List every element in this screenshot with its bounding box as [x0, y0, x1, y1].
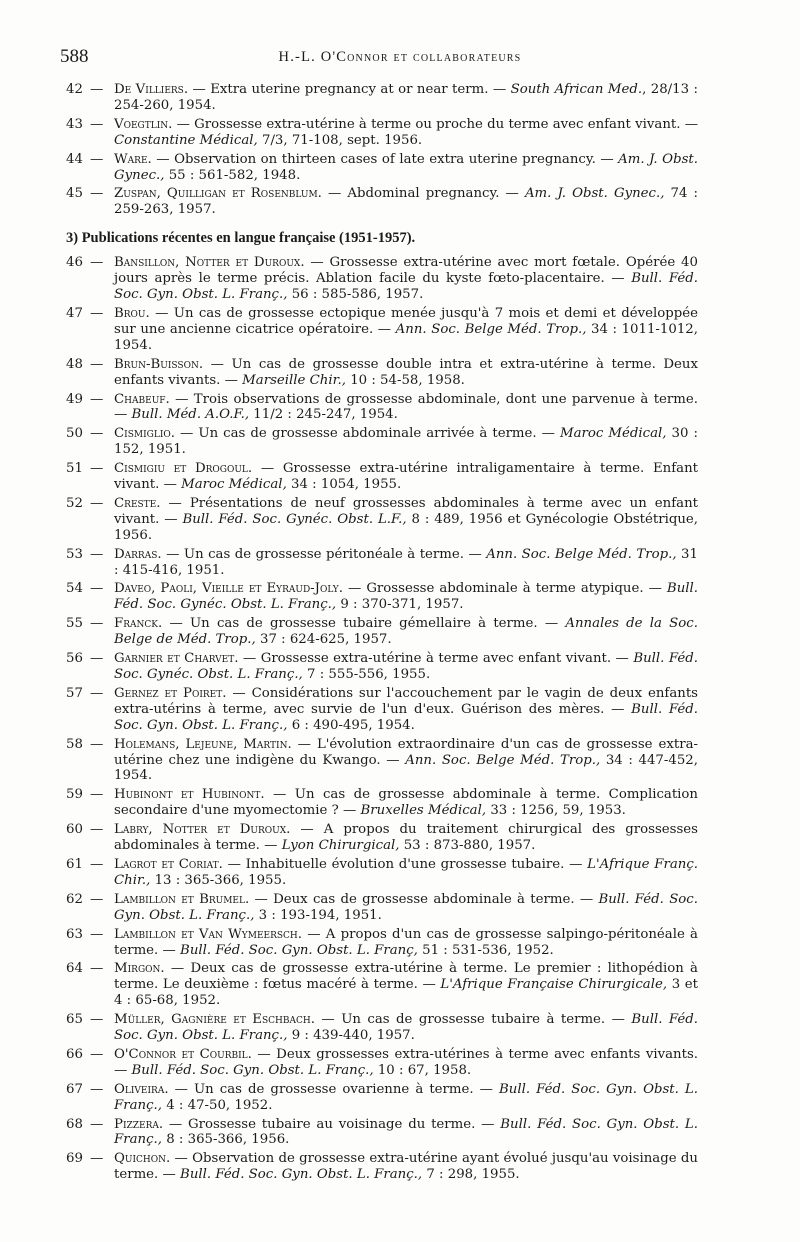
em-dash: — [90, 546, 104, 562]
reference-journal: Bull. Féd. Soc. Gyn. Obst. L. Franç., [114, 1012, 698, 1044]
reference-number: 48 [66, 356, 83, 372]
em-dash: — [90, 891, 104, 907]
reference-entry: 69 — Quichon. — Observation de grossesse extra-utérine ayant évolué jusqu'au voisinage du terme. — Bull. Féd. Soc. Gyn. Obst. L. Franç., 7 : 298, 1955. [66, 1151, 698, 1183]
reference-journal: Maroc Médical, [181, 477, 287, 493]
reference-authors: Lambillon et Brumel. [114, 891, 250, 907]
reference-title: Deux cas de grossesse extra-utérine à terme. Le premier : lithopédion à terme. Le deuxième : fœtus macéré à terme. [114, 961, 698, 993]
reference-authors: De Villiers. [114, 82, 189, 97]
em-dash: — [90, 651, 104, 667]
reference-details: 51 : 531-536, 1952. [417, 942, 554, 958]
reference-list [66, 82, 698, 1186]
reference-entry: 43 — Voegtlin. — Grossesse extra-utérine à terme ou proche du terme avec enfant vivant. — Constantine Médical, 7/3, 71-108, sept. 1956. [66, 116, 698, 148]
reference-details: 8 : 365-366, 1956. [161, 1132, 290, 1148]
reference-authors: Gernez et Poiret. [114, 685, 227, 701]
reference-title: Grossesse tubaire au voisinage du terme. [187, 1116, 476, 1132]
reference-authors: Cismigiu et Drogoul. [114, 461, 253, 477]
reference-journal: Bull. Féd. Soc. Gyn. Obst. L. Franç., [114, 1081, 698, 1113]
em-dash: — [90, 391, 104, 407]
reference-journal: L'Afrique Franç. Chir., [114, 856, 698, 888]
em-dash: — [90, 186, 104, 202]
reference-journal: Am. J. Obst. Gynec., [114, 151, 698, 183]
reference-journal: Bull. Féd. Soc. Gyn. Obst. L. Franç., [114, 1116, 698, 1148]
reference-title: Observation on thirteen cases of late extra uterine pregnancy. [174, 151, 596, 167]
reference-authors: O'Connor et Courbil. [114, 1046, 252, 1062]
reference-journal: Annales de la Soc. Belge de Méd. Trop., [114, 616, 698, 648]
reference-journal: Bull. Féd. Soc. Gynéc. Obst. L. Franç., [114, 581, 698, 613]
reference-journal: Marseille Chir., [242, 372, 346, 388]
reference-authors: Lambillon et Van Wymeersch. [114, 926, 302, 942]
reference-details: 10 : 54-58, 1958. [345, 372, 465, 388]
reference-entry: 50 — Cismiglio. — Un cas de grossesse abdominale arrivée à terme. — Maroc Médical, 30 : 152, 1951. [66, 426, 698, 458]
reference-journal: Bull. Féd. Soc. Gynéc. Obst. L. Franç., [114, 651, 698, 682]
reference-entry: 46 — Bansillon, Notter et Duroux. — Grossesse extra-utérine avec mort fœtale. Opérée 40 jours après le terme précis. Ablation facile du kyste fœto-placentaire. — Bull. Féd. Soc. Gyn. Obst. L. Franç., 56 : 585-586, 1957. [66, 255, 698, 303]
page-header [60, 46, 740, 70]
em-dash: — [90, 926, 104, 942]
reference-number: 46 [66, 255, 83, 271]
reference-details: 3 : 193-194, 1951. [254, 907, 382, 923]
reference-details: 31 : 415-416, 1951. [114, 546, 698, 578]
reference-entry: 56 — Garnier et Charvet. — Grossesse extra-utérine à terme avec enfant vivant. — Bull. Féd. Soc. Gynéc. Obst. L. Franç., 7 : 555-556, 1955. [66, 651, 698, 682]
reference-entry: 64 — Mirgon. — Deux cas de grossesse extra-utérine à terme. Le premier : lithopédion à terme. Le deuxième : fœtus macéré à terme. — L'Afrique Française Chirurgicale, 3 et 4 : 65-68, 1952. [66, 961, 698, 1009]
reference-title: Considérations sur l'accouchement par le vagin de deux enfants extra-utérins à terme, avec survie de l'un d'eux. Guérison des mères. [114, 685, 698, 717]
reference-number: 57 [66, 685, 83, 701]
reference-entry: 58 — Holemans, Lejeune, Martin. — L'évolution extraordinaire d'un cas de grossesse extra-utérine chez une indigène du Kwango. — Ann. Soc. Belge Méd. Trop., 34 : 447-452, 1954. [66, 736, 698, 784]
reference-number: 68 [66, 1116, 83, 1132]
page-number: 588 [60, 46, 89, 67]
reference-journal: Bull. Féd. Soc. Gyn. Obst. L. Franç., [114, 891, 698, 923]
reference-journal: South African Med. [510, 82, 643, 97]
reference-authors: Oliveira. [114, 1081, 169, 1097]
reference-title: Grossesse extra-utérine à terme ou proche du terme avec enfant vivant. [194, 116, 681, 132]
running-title: H.-L. O'Connor et collaborateurs [278, 49, 522, 65]
reference-journal: Ann. Soc. Belge Méd. Trop., [405, 752, 601, 768]
reference-title: Un cas de grossesse ovarienne à terme. [193, 1081, 474, 1097]
reference-journal: Constantine Médical, [114, 132, 258, 148]
reference-number: 65 [66, 1012, 83, 1028]
section-heading: 3) Publications récentes en langue française (1951-1957). [66, 230, 416, 247]
reference-title: L'évolution extraordinaire d'un cas de grossesse extra-utérine chez une indigène du Kwango. [114, 736, 698, 768]
reference-details: 7 : 555-556, 1955. [302, 667, 431, 682]
em-dash: — [90, 1151, 104, 1167]
reference-authors: Brun-Buisson. [114, 356, 204, 372]
reference-authors: Voegtlin. [114, 116, 173, 132]
reference-journal: Bull. Féd. Soc. Gyn. Obst. L. Franç., [114, 701, 698, 733]
reference-journal: Bull. Féd. Soc. Gynéc. Obst. L.F., [182, 511, 407, 527]
em-dash: — [90, 685, 104, 701]
reference-journal: Bull. Méd. A.O.F., [131, 407, 250, 423]
reference-number: 45 [66, 186, 83, 202]
reference-details: 34 : 1054, 1955. [286, 477, 402, 493]
reference-entry: 47 — Brou. — Un cas de grossesse ectopique menée jusqu'à 7 mois et demi et développée sur une ancienne cicatrice opératoire. — Ann. Soc. Belge Méd. Trop., 34 : 1011-1012, 1954. [66, 305, 698, 353]
reference-details: 4 : 47-50, 1952. [161, 1097, 273, 1113]
em-dash: — [90, 1012, 104, 1028]
reference-number: 51 [66, 461, 83, 477]
em-dash: — [90, 1081, 104, 1097]
reference-journal: Bull. Féd. Soc. Gyn. Obst. L. Franç., [180, 1167, 423, 1183]
reference-entry: 42 — De Villiers. — Extra uterine pregnancy at or near term. — South African Med., 28/13 : 254-260, 1954. [66, 82, 698, 113]
reference-group-english [66, 82, 698, 218]
reference-details: 34 : 447-452, 1954. [114, 752, 698, 784]
reference-number: 64 [66, 961, 83, 977]
reference-number: 53 [66, 546, 83, 562]
em-dash: — [90, 461, 104, 477]
reference-journal: Am. J. Obst. Gynec., [524, 186, 665, 202]
reference-title: Un cas de grossesse abdominale à terme. Complication secondaire d'une myomectomie ? [114, 787, 698, 819]
reference-details: 30 : 152, 1951. [114, 426, 698, 458]
reference-details: 13 : 365-366, 1955. [150, 872, 287, 888]
reference-entry: 55 — Franck. — Un cas de grossesse tubaire gémellaire à terme. — Annales de la Soc. Belge de Méd. Trop., 37 : 624-625, 1957. [66, 616, 698, 648]
reference-number: 61 [66, 856, 83, 872]
reference-entry: 52 — Creste. — Présentations de neuf grossesses abdominales à terme avec un enfant vivant. — Bull. Féd. Soc. Gynéc. Obst. L.F., 8 : 489, 1956 et Gynécologie Obstétrique, 1956. [66, 495, 698, 543]
reference-details: 53 : 873-880, 1957. [399, 838, 536, 854]
em-dash: — [90, 116, 104, 132]
reference-number: 66 [66, 1046, 83, 1062]
reference-title: Abdominal pregnancy. [347, 186, 500, 202]
reference-journal: Bull. Féd. Soc. Gyn. Obst. L. Franç, [180, 942, 418, 958]
reference-details: 6 : 490-495, 1954. [287, 717, 415, 733]
reference-journal: Maroc Médical, [560, 426, 667, 442]
em-dash: — [90, 961, 104, 977]
reference-entry: 44 — Ware. — Observation on thirteen cases of late extra uterine pregnancy. — Am. J. Obst. Gynec., 55 : 561-582, 1948. [66, 151, 698, 183]
reference-number: 49 [66, 391, 83, 407]
reference-title: A propos du traitement chirurgical des grossesses abdominales à terme. [114, 822, 698, 854]
reference-journal: L'Afrique Française Chirurgicale, [440, 977, 668, 993]
reference-authors: Labry, Notter et Duroux. [114, 822, 291, 838]
reference-authors: Müller, Gagnière et Eschbach. [114, 1012, 315, 1028]
reference-number: 59 [66, 787, 83, 803]
reference-details: 34 : 1011-1012, 1954. [114, 321, 698, 353]
reference-entry: 54 — Daveo, Paoli, Vieille et Eyraud-Joly. — Grossesse abdominale à terme atypique. — Bull. Féd. Soc. Gynéc. Obst. L. Franç., 9 : 370-371, 1957. [66, 581, 698, 613]
reference-group-french [66, 255, 698, 1183]
reference-entry: 45 — Zuspan, Quilligan et Rosenblum. — Abdominal pregnancy. — Am. J. Obst. Gynec., 74 : 259-263, 1957. [66, 186, 699, 218]
em-dash: — [90, 255, 104, 271]
reference-number: 54 [66, 581, 83, 597]
em-dash: — [90, 581, 104, 597]
reference-authors: Ware. [114, 151, 152, 167]
reference-details: 55 : 561-582, 1948. [164, 167, 301, 183]
reference-title: Un cas de grossesse tubaire à terme. [341, 1012, 606, 1028]
reference-number: 55 [66, 616, 83, 632]
reference-title: Présentations de neuf grossesses abdominales à terme avec un enfant vivant. [114, 495, 698, 527]
reference-number: 47 [66, 305, 83, 321]
reference-title: Inhabituelle évolution d'une grossesse tubaire. [245, 856, 565, 872]
reference-authors: Pizzera. [114, 1116, 164, 1132]
em-dash: — [90, 1046, 104, 1062]
reference-journal: Bull. Féd. Soc. Gyn. Obst. L. Franç., [131, 1062, 374, 1078]
reference-entry: 68 — Pizzera. — Grossesse tubaire au voisinage du terme. — Bull. Féd. Soc. Gyn. Obst. L. Franç., 8 : 365-366, 1956. [66, 1116, 698, 1148]
em-dash: — [90, 305, 104, 321]
reference-authors: Lagrot et Coriat. [114, 856, 223, 872]
reference-number: 56 [66, 651, 83, 667]
em-dash: — [90, 1116, 104, 1132]
reference-entry: 59 — Hubinont et Hubinont. — Un cas de grossesse abdominale à terme. Complication secondaire d'une myomectomie ? — Bruxelles Médical, 33 : 1256, 59, 1953. [66, 787, 698, 819]
reference-details: 7 : 298, 1955. [422, 1167, 520, 1183]
reference-number: 60 [66, 822, 83, 838]
reference-authors: Quichon. [114, 1151, 171, 1167]
reference-journal: Lyon Chirurgical, [281, 838, 400, 854]
reference-title: Grossesse extra-utérine à terme avec enfant vivant. [260, 651, 612, 667]
em-dash: — [90, 822, 104, 838]
reference-details: 33 : 1256, 59, 1953. [486, 803, 626, 819]
reference-entry: 57 — Gernez et Poiret. — Considérations sur l'accouchement par le vagin de deux enfants extra-utérins à terme, avec survie de l'un d'eux. Guérison des mères. — Bull. Féd. Soc. Gyn. Obst. L. Franç., 6 : 490-495, 1954. [66, 685, 698, 733]
reference-number: 44 [66, 151, 83, 167]
reference-number: 50 [66, 426, 83, 442]
reference-title: Un cas de grossesse double intra et extra-utérine à terme. Deux enfants vivants. [114, 356, 698, 388]
reference-authors: Darras. [114, 546, 162, 562]
reference-authors: Hubinont et Hubinont. [114, 787, 265, 803]
reference-entry: 51 — Cismigiu et Drogoul. — Grossesse extra-utérine intraligamentaire à terme. Enfant vivant. — Maroc Médical, 34 : 1054, 1955. [66, 461, 698, 493]
reference-title: Un cas de grossesse péritonéale à terme. [183, 546, 464, 562]
reference-entry: 61 — Lagrot et Coriat. — Inhabituelle évolution d'une grossesse tubaire. — L'Afrique Franç. Chir., 13 : 365-366, 1955. [66, 856, 698, 888]
em-dash: — [90, 736, 104, 752]
reference-title: Deux grossesses extra-utérines à terme avec enfants vivants. [276, 1046, 698, 1062]
reference-authors: Daveo, Paoli, Vieille et Eyraud-Joly. [114, 581, 343, 597]
em-dash: — [90, 82, 104, 97]
reference-details: 56 : 585-586, 1957. [287, 287, 424, 303]
reference-number: 52 [66, 495, 83, 511]
reference-details: 9 : 439-440, 1957. [287, 1028, 415, 1044]
reference-details: 7/3, 71-108, sept. 1956. [257, 132, 423, 148]
reference-number: 58 [66, 736, 83, 752]
em-dash: — [90, 356, 104, 372]
reference-authors: Holemans, Lejeune, Martin. [114, 736, 292, 752]
reference-title: Grossesse abdominale à terme atypique. [366, 581, 644, 597]
em-dash: — [90, 151, 104, 167]
reference-journal: Bruxelles Médical, [360, 803, 487, 819]
reference-title: Trois observations de grossesse abdominale, dont une parvenue à terme. [193, 391, 698, 407]
em-dash: — [90, 787, 104, 803]
reference-details: 3 et 4 : 65-68, 1952. [114, 977, 698, 1009]
reference-title: Un cas de grossesse abdominale arrivée à terme. [198, 426, 537, 442]
reference-details: 37 : 624-625, 1957. [255, 632, 392, 648]
reference-details: 74 : 259-263, 1957. [114, 186, 699, 218]
reference-details: 8 : 489, 1956 et Gynécologie Obstétrique, 1956. [114, 511, 698, 543]
reference-entry: 62 — Lambillon et Brumel. — Deux cas de grossesse abdominale à terme. — Bull. Féd. Soc. Gyn. Obst. L. Franç., 3 : 193-194, 1951. [66, 891, 698, 923]
reference-journal: Ann. Soc. Belge Méd. Trop., [395, 321, 587, 337]
reference-details: 11/2 : 245-247, 1954. [249, 407, 398, 423]
reference-authors: Zuspan, Quilligan et Rosenblum. [114, 186, 322, 202]
reference-title: Un cas de grossesse tubaire gémellaire à terme. [189, 616, 538, 632]
reference-number: 42 [66, 82, 83, 97]
em-dash: — [90, 856, 104, 872]
reference-details: 9 : 370-371, 1957. [336, 597, 464, 613]
reference-authors: Bansillon, Notter et Duroux. [114, 255, 305, 271]
reference-title: Un cas de grossesse ectopique menée jusqu'à 7 mois et demi et développée sur une ancienne cicatrice opératoire. [114, 305, 698, 337]
em-dash: — [90, 426, 104, 442]
reference-number: 67 [66, 1081, 83, 1097]
em-dash: — [90, 616, 104, 632]
reference-title: Observation de grossesse extra-utérine ayant évolué jusqu'au voisinage du terme. [114, 1151, 698, 1183]
reference-number: 43 [66, 116, 83, 132]
reference-entry: 60 — Labry, Notter et Duroux. — A propos du traitement chirurgical des grossesses abdominales à terme. — Lyon Chirurgical, 53 : 873-880, 1957. [66, 822, 698, 854]
reference-authors: Brou. [114, 305, 150, 321]
reference-journal: Ann. Soc. Belge Méd. Trop., [486, 546, 677, 562]
reference-entry: 48 — Brun-Buisson. — Un cas de grossesse double intra et extra-utérine à terme. Deux enfants vivants. — Marseille Chir., 10 : 54-58, 1958. [66, 356, 698, 388]
reference-details: 10 : 67, 1958. [373, 1062, 472, 1078]
reference-entry: 65 — Müller, Gagnière et Eschbach. — Un cas de grossesse tubaire à terme. — Bull. Féd. Soc. Gyn. Obst. L. Franç., 9 : 439-440, 1957. [66, 1012, 698, 1044]
em-dash: — [90, 495, 104, 511]
reference-title: Grossesse extra-utérine intraligamentaire à terme. Enfant vivant. [114, 461, 698, 493]
reference-authors: Cismiglio. [114, 426, 175, 442]
reference-details: , 28/13 : 254-260, 1954. [114, 82, 698, 113]
reference-title: A propos d'un cas de grossesse salpingo-péritonéale à terme. [114, 926, 698, 958]
reference-entry: 63 — Lambillon et Van Wymeersch. — A propos d'un cas de grossesse salpingo-péritonéale à terme. — Bull. Féd. Soc. Gyn. Obst. L. Franç, 51 : 531-536, 1952. [66, 926, 698, 958]
reference-entry: 67 — Oliveira. — Un cas de grossesse ovarienne à terme. — Bull. Féd. Soc. Gyn. Obst. L. Franç., 4 : 47-50, 1952. [66, 1081, 698, 1113]
reference-number: 69 [66, 1151, 83, 1167]
reference-title: Deux cas de grossesse abdominale à terme. [273, 891, 575, 907]
reference-authors: Franck. [114, 616, 163, 632]
reference-number: 62 [66, 891, 83, 907]
reference-title: Grossesse extra-utérine avec mort fœtale. Opérée 40 jours après le terme précis. Ablation facile du kyste fœto-placentaire. [114, 255, 698, 287]
reference-number: 63 [66, 926, 83, 942]
reference-entry: 66 — O'Connor et Courbil. — Deux grossesses extra-utérines à terme avec enfants vivants. — Bull. Féd. Soc. Gyn. Obst. L. Franç., 10 : 67, 1958. [66, 1046, 698, 1078]
reference-authors: Garnier et Charvet. [114, 651, 239, 667]
reference-entry: 53 — Darras. — Un cas de grossesse péritonéale à terme. — Ann. Soc. Belge Méd. Trop., 31 : 415-416, 1951. [66, 546, 698, 578]
reference-authors: Creste. [114, 495, 161, 511]
reference-journal: Bull. Féd. Soc. Gyn. Obst. L. Franç., [114, 271, 698, 303]
reference-title: Extra uterine pregnancy at or near term. [210, 82, 489, 97]
reference-entry: 49 — Chabeuf. — Trois observations de grossesse abdominale, dont une parvenue à terme. — Bull. Méd. A.O.F., 11/2 : 245-247, 1954. [66, 391, 698, 423]
reference-authors: Chabeuf. [114, 391, 170, 407]
reference-authors: Mirgon. [114, 961, 165, 977]
